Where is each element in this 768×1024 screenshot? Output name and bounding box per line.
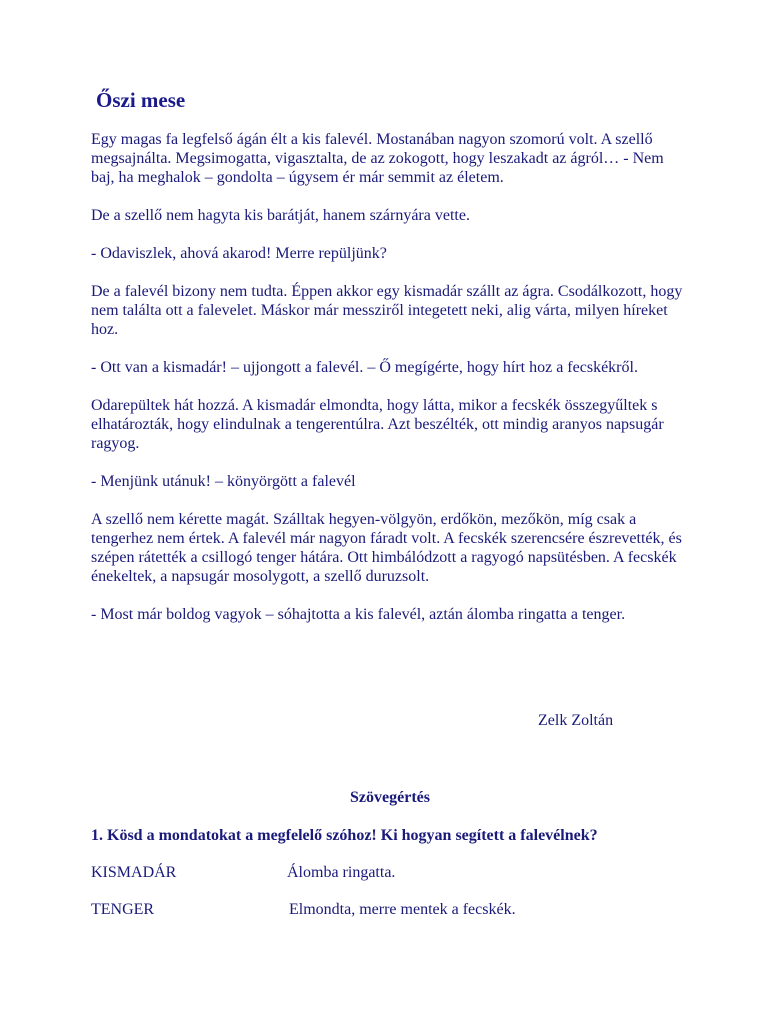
match-sentence: Álomba ringatta. [287,864,396,881]
exercise-question: 1. Kösd a mondatokat a megfelelő szóhoz! Ki hogyan segített a falevélnek? [91,827,598,844]
story-paragraph: Odarepültek hát hozzá. A kismadár elmondta, hogy látta, mikor a fecskék összegyűltek s elhatározták, hogy elindulnak a tengerentúlra. Azt beszélték, ott mindig aranyos napsugár ragyog. [91,397,664,452]
story-paragraph: - Odaviszlek, ahová akarod! Merre repüljünk? [91,245,387,262]
story-paragraph: Egy magas fa legfelső ágán élt a kis falevél. Mostanában nagyon szomorú volt. A szellő megsajnálta. Megsimogatta, vigasztalta, de az zokogott, hogy leszakadt az ágról… - Nem baj, ha meghalok – gondolta – úgysem ér már semmit az életem. [91,131,664,186]
author-name: Zelk Zoltán [538,712,614,729]
story-paragraph: - Menjünk utánuk! – könyörgött a falevél [91,473,356,490]
story-paragraph: - Ott van a kismadár! – ujjongott a falevél. – Ő megígérte, hogy hírt hoz a fecskékről. [91,359,638,376]
story-body [91,130,691,643]
story-paragraph: De a falevél bizony nem tudta. Éppen akkor egy kismadár szállt az ágra. Csodálkozott, hogy nem találta ott a falevelet. Máskor már messziről integetett neki, alig várta, milyen híreket hoz. [91,283,683,338]
match-word: TENGER [91,901,155,918]
story-paragraph: - Most már boldog vagyok – sóhajtotta a kis falevél, aztán álomba ringatta a tenger. [91,606,626,623]
story-paragraph: A szellő nem kérette magát. Szálltak hegyen-völgyön, erdőkön, mezőkön, míg csak a tengerhez nem értek. A falevél már nagyon fáradt volt. A fecskék szerencsére észrevették, és szépen rátették a csillogó tenger hátára. Ott himbálódzott a ragyogó napsütésben. A fecskék énekeltek, a napsugár mosolygott, a szellő duruzsolt. [91,511,682,585]
section-title: Szövegértés [350,789,430,806]
story-paragraph: De a szellő nem hagyta kis barátját, hanem szárnyára vette. [91,207,470,224]
match-sentence: Elmondta, merre mentek a fecskék. [289,901,516,918]
match-word: KISMADÁR [91,864,177,881]
story-title: Őszi mese [96,88,186,112]
